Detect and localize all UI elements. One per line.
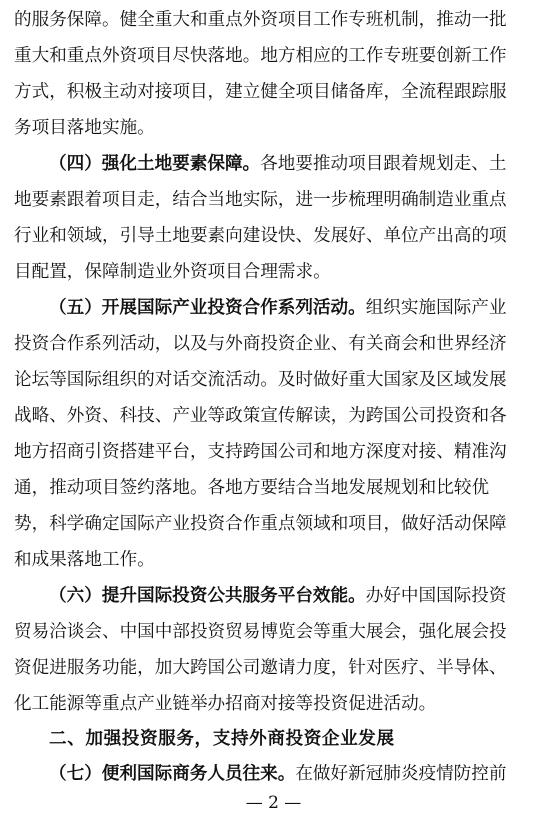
text-line: [49, 296, 534, 320]
text-run: 投资合作系列活动，以及与外商投资企业、有关商会和世界经济: [14, 334, 507, 354]
text-run: 组织实施国际产业: [365, 298, 507, 318]
text-line: [14, 476, 534, 500]
text-run: 贸易洽谈会、中国中部投资贸易博览会等重大展会，强化展会投: [14, 622, 507, 642]
text-line: [14, 332, 534, 356]
text-run: 办好中国国际投资: [365, 586, 507, 606]
text-line: [49, 762, 534, 786]
text-line: [49, 152, 534, 176]
text-line: [14, 368, 534, 392]
text-run: 地方招商引资搭建平台，支持跨国公司和地方深度对接、精准沟: [14, 442, 507, 462]
text-run: 重大和重点外资项目尽快落地。地方相应的工作专班要创新工作: [14, 46, 507, 66]
text-line: [14, 116, 534, 140]
text-run: 地要素跟着项目走，结合当地实际，进一步梳理明确制造业重点: [14, 190, 507, 210]
text-line: [49, 584, 534, 608]
section-subheading: （五）开展国际产业投资合作系列活动。: [49, 298, 366, 318]
section-subheading: （四）强化土地要素保障。: [49, 154, 261, 174]
text-run: 战略、外资、科技、产业等政策宣传解读，为跨国公司投资和各: [14, 406, 507, 426]
text-run: 的服务保障。健全重大和重点外资项目工作专班机制，推动一批: [14, 10, 507, 30]
section-subheading: （七）便利国际商务人员往来。: [49, 764, 296, 784]
section-subheading: （六）提升国际投资公共服务平台效能。: [49, 586, 366, 606]
page-number: — 2 —: [245, 793, 302, 813]
text-run: 目配置，保障制造业外资项目合理需求。: [14, 262, 331, 282]
section-heading-text: 二、加强投资服务，支持外商投资企业发展: [49, 729, 395, 749]
text-run: 化工能源等重点产业链举办招商对接等投资促进活动。: [14, 694, 437, 714]
text-line: [14, 188, 534, 212]
text-run: 务项目落地实施。: [14, 118, 155, 138]
text-run: 行业和领域，引导土地要素向建设快、发展好、单位产出高的项: [14, 226, 507, 246]
text-line: [14, 440, 534, 464]
text-line: [14, 8, 534, 32]
text-line: [14, 692, 534, 716]
text-line: [14, 44, 534, 68]
section-heading: [49, 727, 534, 751]
text-run: 资促进服务功能，加大跨国公司邀请力度，针对医疗、半导体、: [14, 658, 507, 678]
text-run: 各地要推动项目跟着规划走、土: [260, 154, 507, 174]
text-run: 势，科学确定国际产业投资合作重点领域和项目，做好活动保障: [14, 514, 507, 534]
text-line: [14, 224, 534, 248]
text-run: 论坛等国际组织的对话交流活动。及时做好重大国家及区域发展: [14, 370, 507, 390]
text-run: 通，推动项目签约落地。各地方要结合当地发展规划和比较优: [14, 478, 490, 498]
text-line: [14, 260, 534, 284]
text-line: [14, 512, 534, 536]
text-line: [14, 656, 534, 680]
text-line: [14, 548, 534, 572]
text-run: 在做好新冠肺炎疫情防控前: [295, 764, 507, 784]
text-line: [14, 620, 534, 644]
text-run: 和成果落地工作。: [14, 550, 155, 570]
text-line: [14, 80, 534, 104]
text-line: [14, 404, 534, 428]
text-run: 方式，积极主动对接项目，建立健全项目储备库，全流程跟踪服: [14, 82, 507, 102]
